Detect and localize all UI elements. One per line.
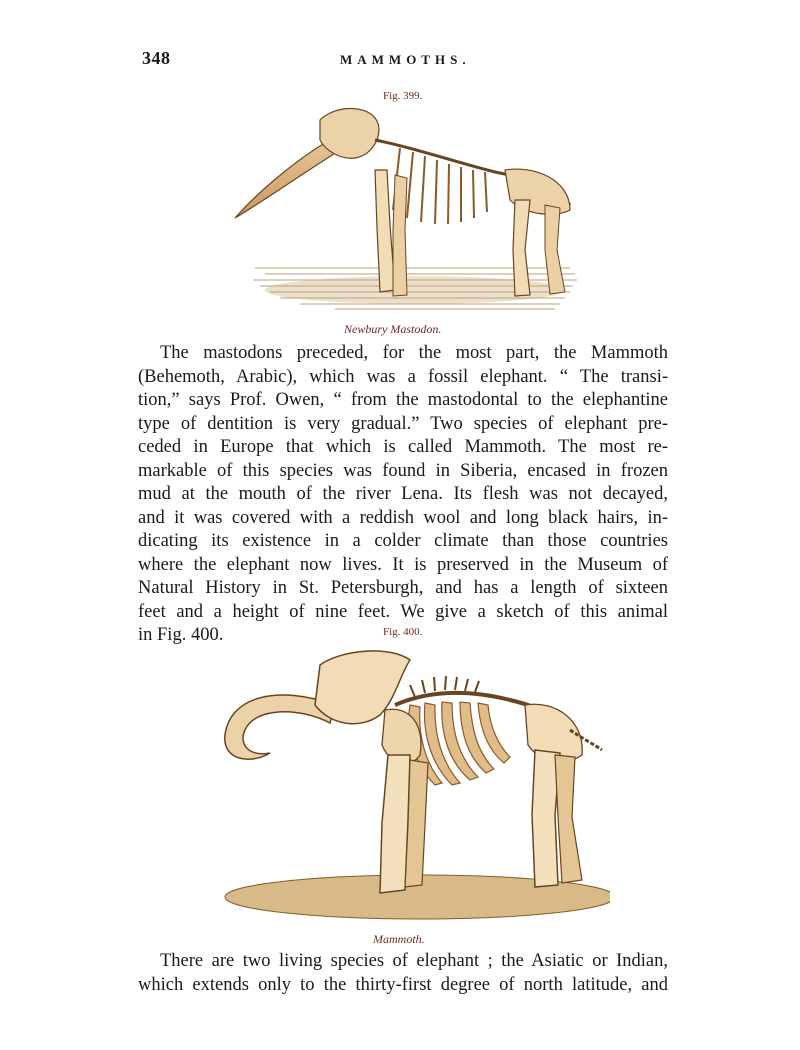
text-line: where the elephant now lives. It is preserved in the Museum of — [138, 554, 668, 575]
text-line: There are two living species of elephant ; the Asiatic or Indian, — [160, 951, 668, 971]
text-line: type of dentition is very gradual.” Two species of elephant pre- — [138, 413, 668, 434]
mastodon-skeleton-illustration — [225, 100, 590, 325]
text-line: mud at the mouth of the river Lena. Its flesh was not decayed, — [138, 484, 668, 504]
figure-399-label: Fig. 399. — [383, 90, 423, 102]
text-line: tion,” says Prof. Owen, “ from the mastodontal to the elephantine — [138, 390, 668, 410]
paragraph-2 — [138, 950, 668, 997]
paragraph-1 — [138, 342, 668, 648]
text-line: in Fig. 400. — [138, 625, 224, 645]
text-line: dicating its existence in a colder climate than those countries — [138, 531, 668, 551]
figure-400-caption: Mammoth. — [373, 932, 425, 946]
figure-400-label: Fig. 400. — [383, 626, 423, 638]
page-number: 348 — [142, 48, 171, 68]
text-line: markable of this species was found in Siberia, encased in frozen — [138, 460, 668, 481]
running-title: MAMMOTHS. — [340, 52, 471, 67]
text-line: ceded in Europe that which is called Mammoth. The most re- — [138, 437, 668, 457]
text-line: and it was covered with a reddish wool and long black hairs, in- — [138, 507, 668, 528]
figure-399-caption: Newbury Mastodon. — [344, 322, 442, 336]
mammoth-skeleton-illustration — [210, 645, 610, 930]
text-line: which extends only to the thirty-first degree of north latitude, and — [138, 974, 668, 995]
text-line: (Behemoth, Arabic), which was a fossil elephant. “ The transi- — [138, 366, 668, 387]
text-line: The mastodons preceded, for the most part, the Mammoth — [160, 343, 668, 363]
text-line: Natural History in St. Petersburgh, and has a length of sixteen — [138, 578, 668, 598]
text-line: feet and a height of nine feet. We give a sketch of this animal — [138, 601, 668, 622]
